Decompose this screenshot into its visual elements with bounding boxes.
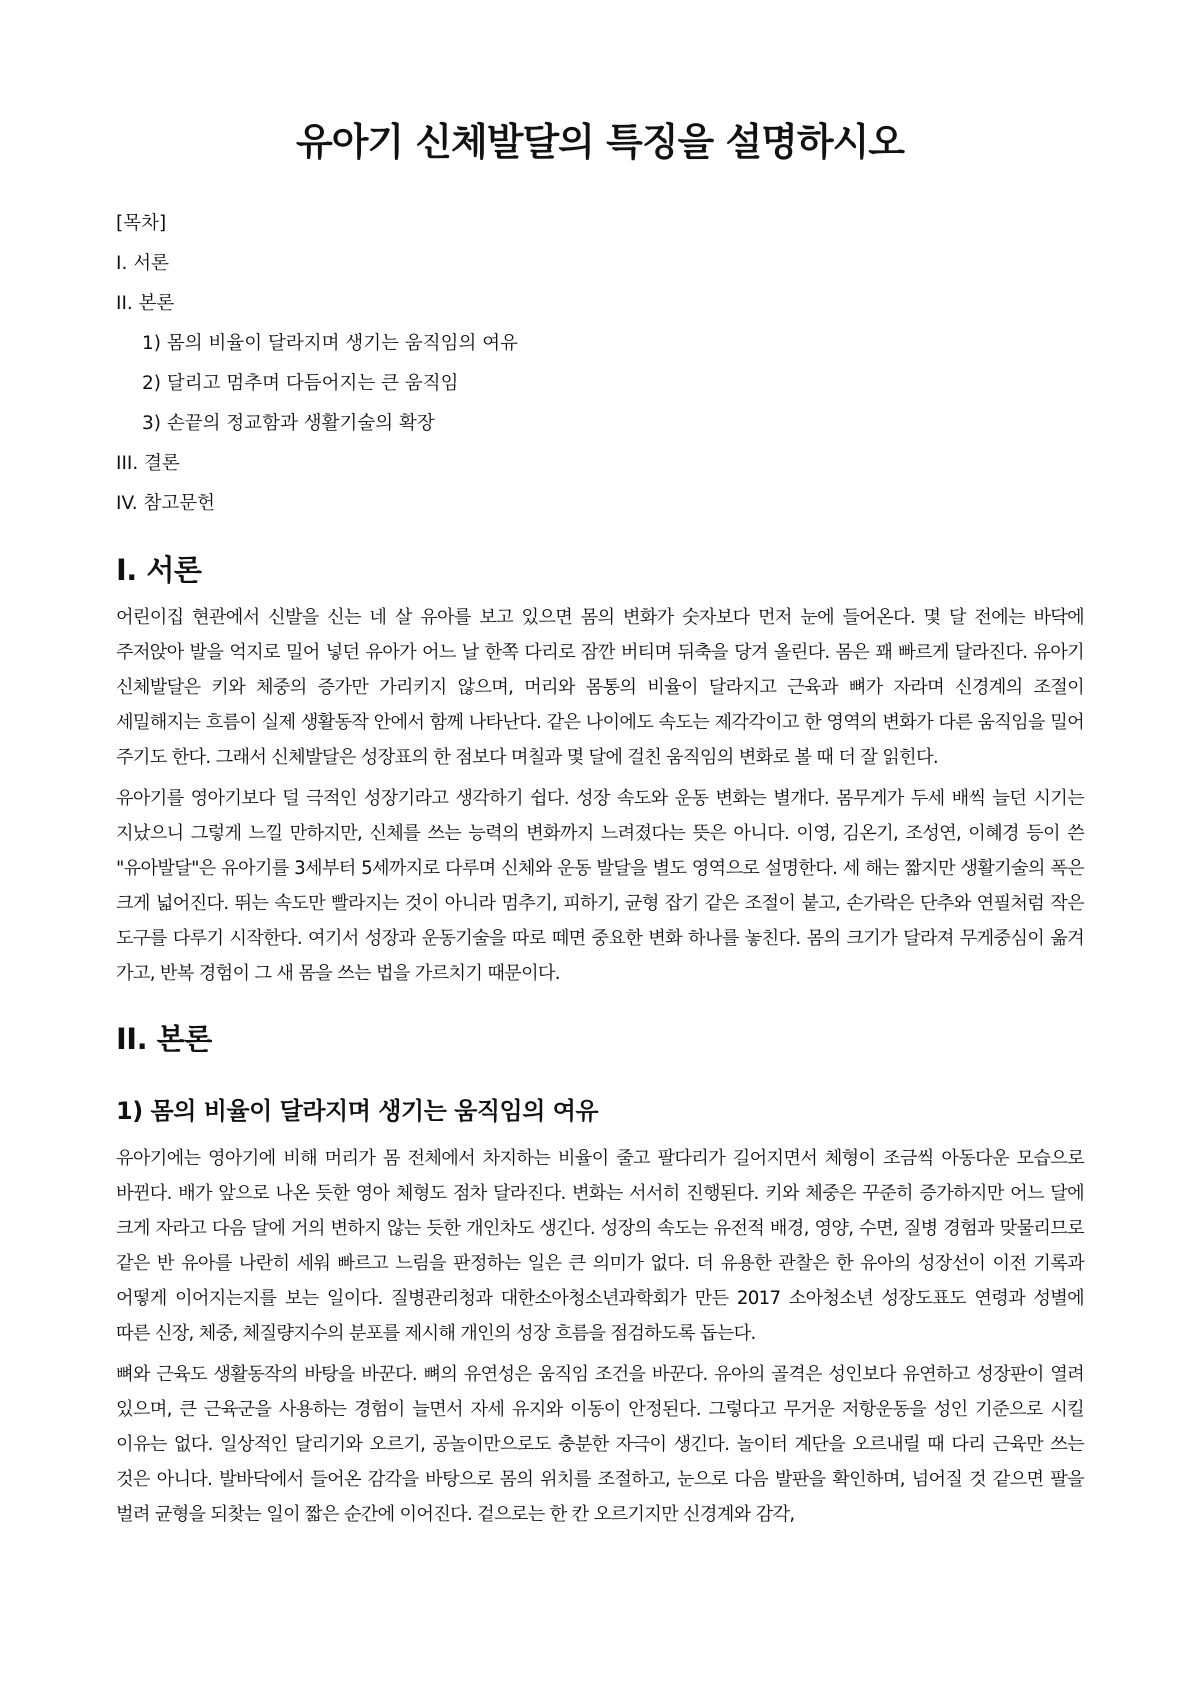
toc-item-body-2[interactable]: 2) 달리고 멈추며 다듬어지는 큰 움직임	[142, 373, 459, 394]
body-1-paragraph-2: 뼈와 근육도 생활동작의 바탕을 바꾼다. 뼈의 유연성은 움직임 조건을 바꾼다. 유아의 골격은 성인보다 유연하고 성장판이 열려 있으며, 큰 근육군을 사용하는 경험이 늘면서 자세 유지와 이동이 안정된다. 그렇다고 무거운 저항운동을 성인 기준으로 시킬 이유는 없다. 일상적인 달리기와 오르기, 공놀이만으로도 충분한 자극이 생긴다. 놀이터 계단을 오르내릴 때 다리 근육만 쓰는 것은 아니다. 발바닥에서 들어온 감각을 바탕으로 몸의 위치를 조절하고, 눈으로 다음 발판을 확인하며, 넘어질 것 같으면 팔을 벌려 균형을 되찾는 일이 짧은 순간에 이어진다. 겉으로는 한 칸 오르기지만 신경계와 감각,	[116, 1364, 1084, 1525]
subsection-heading-body-1: 1) 몸의 비율이 달라지며 생기는 움직임의 여유	[116, 1097, 599, 1125]
section-heading-body: II. 본론	[116, 1022, 212, 1056]
toc-item-body-1[interactable]: 1) 몸의 비율이 달라지며 생기는 움직임의 여유	[142, 333, 518, 354]
intro-paragraph-2: 유아기를 영아기보다 덜 극적인 성장기라고 생각하기 쉽다. 성장 속도와 운동 변화는 별개다. 몸무게가 두세 배씩 늘던 시기는 지났으니 그렇게 느낄 만하지만, 신체를 쓰는 능력의 변화까지 느려졌다는 뜻은 아니다. 이영, 김온기, 조성연, 이혜경 등이 쓴 "유아발달"은 유아기를 3세부터 5세까지로 다루며 신체와 운동 발달을 별도 영역으로 설명한다. 세 해는 짧지만 생활기술의 폭은 크게 넓어진다. 뛰는 속도만 빨라지는 것이 아니라 멈추기, 피하기, 균형 잡기 같은 조절이 붙고, 손가락은 단추와 연필처럼 작은 도구를 다루기 시작한다. 여기서 성장과 운동기술을 따로 떼면 중요한 변화 하나를 놓친다. 몸의 크기가 달라져 무게중심이 옮겨 가고, 반복 경험이 그 새 몸을 쓰는 법을 가르치기 때문이다.	[116, 788, 1084, 984]
toc-item-intro[interactable]: I. 서론	[116, 253, 169, 274]
toc-item-conclusion[interactable]: III. 결론	[116, 453, 180, 474]
table-of-contents	[116, 210, 1084, 530]
toc-heading: [목차]	[116, 213, 167, 234]
section-heading-intro: I. 서론	[116, 553, 202, 587]
toc-item-body-3[interactable]: 3) 손끝의 정교함과 생활기술의 확장	[142, 413, 435, 434]
toc-item-body[interactable]: II. 본론	[116, 293, 175, 314]
document-title: 유아기 신체발달의 특징을 설명하시오	[295, 120, 905, 164]
intro-paragraph-1: 어린이집 현관에서 신발을 신는 네 살 유아를 보고 있으면 몸의 변화가 숫자보다 먼저 눈에 들어온다. 몇 달 전에는 바닥에 주저앉아 발을 억지로 밀어 넣던 유아가 어느 날 한쪽 다리로 잠깐 버티며 뒤축을 당겨 올린다. 몸은 꽤 빠르게 달라진다. 유아기 신체발달은 키와 체중의 증가만 가리키지 않으며, 머리와 몸통의 비율이 달라지고 근육과 뼈가 자라며 신경계의 조절이 세밀해지는 흐름이 실제 생활동작 안에서 함께 나타난다. 같은 나이에도 속도는 제각각이고 한 영역의 변화가 다른 움직임을 밀어 주기도 한다. 그래서 신체발달은 성장표의 한 점보다 며칠과 몇 달에 걸친 움직임의 변화로 볼 때 더 잘 읽힌다.	[116, 607, 1084, 768]
body-1-paragraph-1: 유아기에는 영아기에 비해 머리가 몸 전체에서 차지하는 비율이 줄고 팔다리가 길어지면서 체형이 조금씩 아동다운 모습으로 바뀐다. 배가 앞으로 나온 듯한 영아 체형도 점차 달라진다. 변화는 서서히 진행된다. 키와 체중은 꾸준히 증가하지만 어느 달에 크게 자라고 다음 달에 거의 변하지 않는 듯한 개인차도 생긴다. 성장의 속도는 유전적 배경, 영양, 수면, 질병 경험과 맞물리므로 같은 반 유아를 나란히 세워 빠르고 느림을 판정하는 일은 큰 의미가 없다. 더 유용한 관찰은 한 유아의 성장선이 이전 기록과 어떻게 이어지는지를 보는 일이다. 질병관리청과 대한소아청소년과학회가 만든 2017 소아청소년 성장도표도 연령과 성별에 따른 신장, 체중, 체질량지수의 분포를 제시해 개인의 성장 흐름을 점검하도록 돕는다.	[116, 1148, 1084, 1344]
toc-item-references[interactable]: IV. 참고문헌	[116, 493, 215, 514]
